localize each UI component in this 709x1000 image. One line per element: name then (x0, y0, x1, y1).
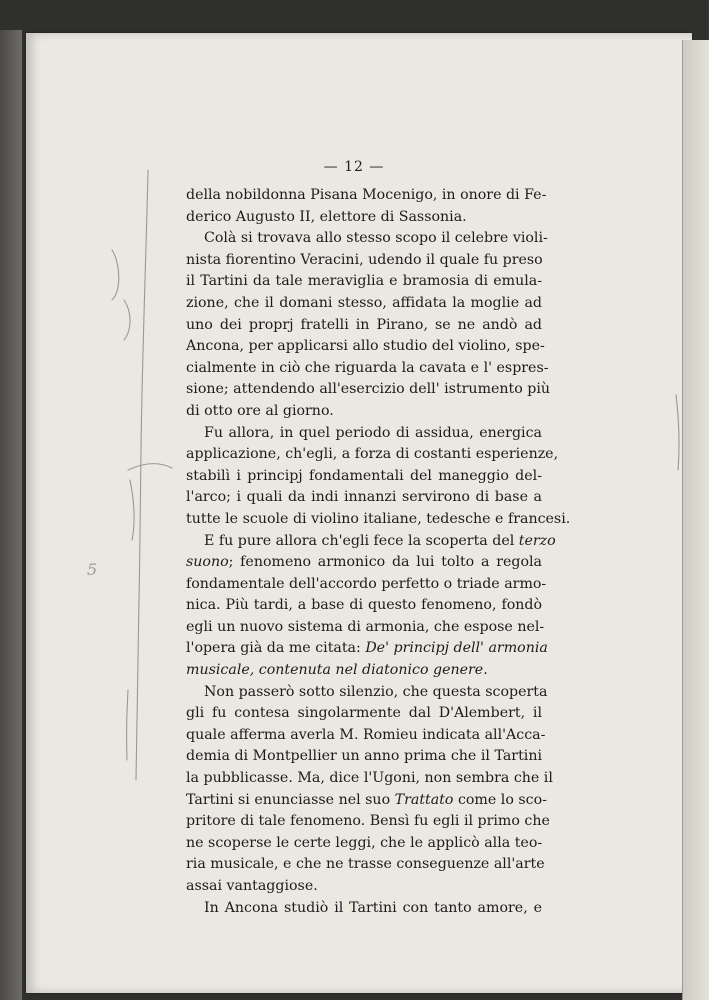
text-line (186, 466, 542, 488)
text-line (186, 898, 542, 920)
text-run: stabilì i principj fondamentali del maneggio del- (186, 467, 542, 484)
text-line (186, 207, 542, 229)
text-run: Non passerò sotto silenzio, che questa scoperta (204, 683, 548, 700)
text-line (186, 768, 553, 790)
text-run: la pubblicasse. Ma, dice l'Ugoni, non sembra che il (186, 770, 553, 787)
italic-text: terzo (518, 532, 556, 549)
text-run: uno dei proprj fratelli in Pirano, se ne andò ad (186, 316, 542, 333)
page-number: — 12 — (323, 159, 385, 175)
italic-text: suono (186, 554, 229, 571)
text-line (186, 595, 542, 617)
text-line (186, 271, 542, 293)
text-line (186, 444, 559, 466)
text-line (186, 228, 548, 250)
text-run: nica. Più tardi, a base di questo fenomeno, fondò (186, 597, 542, 614)
text-line (186, 638, 548, 660)
text-line (186, 358, 549, 380)
text-run: ; fenomeno armonico da lui tolto a regola (228, 554, 542, 571)
text-run: fondamentale dell'accordo perfetto o triade armo- (186, 575, 547, 592)
text-line (186, 423, 542, 445)
text-run: Fu allora, in quel periodo di assidua, energica (204, 424, 542, 441)
text-run: . (483, 662, 488, 679)
text-line (186, 876, 542, 898)
text-line (186, 617, 545, 639)
text-run: di otto ore al giorno. (186, 402, 334, 419)
text-run: l'arco; i quali da indi innanzi servirono di base a (186, 489, 542, 506)
text-run: zione, che il domani stesso, affidata la moglie ad (186, 294, 542, 311)
left-page-edge (0, 30, 22, 1000)
text-line (186, 682, 548, 704)
right-page-edge (682, 40, 709, 1000)
text-run: demia di Montpellier un anno prima che il Tartini (186, 748, 542, 765)
text-run: In Ancona studiò il Tartini con tanto amore, e (204, 899, 542, 916)
text-line (186, 401, 542, 423)
text-run: nista fiorentino Veracini, udendo il quale fu preso (186, 251, 543, 268)
text-line (186, 336, 545, 358)
text-run: ria musicale, e che ne trasse conseguenze all'arte (186, 856, 545, 873)
text-line (186, 574, 547, 596)
text-run: quale afferma averla M. Romieu indicata all'Acca- (186, 726, 546, 743)
text-line (186, 746, 542, 768)
text-line (186, 509, 571, 531)
text-run: assai vantaggiose. (186, 878, 318, 894)
italic-text: De' principj dell' armonia (365, 640, 548, 657)
text-run: derico Augusto II, elettore di Sassonia. (186, 208, 467, 225)
text-line (186, 811, 550, 833)
text-line (186, 379, 551, 401)
text-line (186, 725, 546, 747)
text-run: il Tartini da tale meraviglia e bramosia di emula- (186, 273, 542, 290)
italic-text: Trattato (394, 791, 454, 808)
text-run: cialmente in ciò che riguarda la cavata e l' espres- (186, 359, 549, 376)
text-run: Colà si trovava allo stesso scopo il celebre violi- (204, 230, 548, 247)
text-run: egli un nuovo sistema di armonia, che espose nel- (186, 618, 545, 635)
text-run: Ancona, per applicarsi allo studio del violino, spe- (186, 338, 545, 355)
pencil-note: 5 (87, 560, 98, 579)
text-line (186, 487, 542, 509)
text-run: Tartini si enunciasse nel suo (186, 791, 395, 808)
text-run: tutte le scuole di violino italiane, tedesche e francesi. (186, 510, 571, 527)
text-line (186, 833, 542, 855)
text-line (186, 854, 545, 876)
text-run: sione; attendendo all'esercizio dell' istrumento più (186, 381, 551, 398)
text-run: E fu pure allora ch'egli fece la scoperta del (204, 532, 519, 549)
text-run: applicazione, ch'egli, a forza di costanti esperienze, (186, 446, 559, 463)
text-run: l'opera già da me citata: (186, 640, 366, 657)
text-run: gli fu contesa singolarmente dal D'Alembert, il (186, 705, 542, 722)
text-run: pritore di tale fenomeno. Bensì fu egli il primo che (186, 813, 550, 830)
text-run: come lo sco- (453, 791, 547, 808)
text-line (186, 250, 542, 272)
text-line (186, 703, 542, 725)
text-run: ne scoperse le certe leggi, che le applicò alla teo- (186, 834, 543, 851)
italic-text: musicale, contenuta nel diatonico genere (186, 662, 484, 679)
text-line (186, 293, 542, 315)
text-line (186, 660, 542, 682)
text-line (186, 315, 542, 337)
text-line (186, 552, 542, 574)
body-text (186, 185, 571, 919)
text-run: della nobildonna Pisana Mocenigo, in onore di Fe- (186, 187, 547, 203)
text-line (186, 790, 547, 812)
text-line (186, 531, 556, 553)
text-line (186, 185, 547, 207)
